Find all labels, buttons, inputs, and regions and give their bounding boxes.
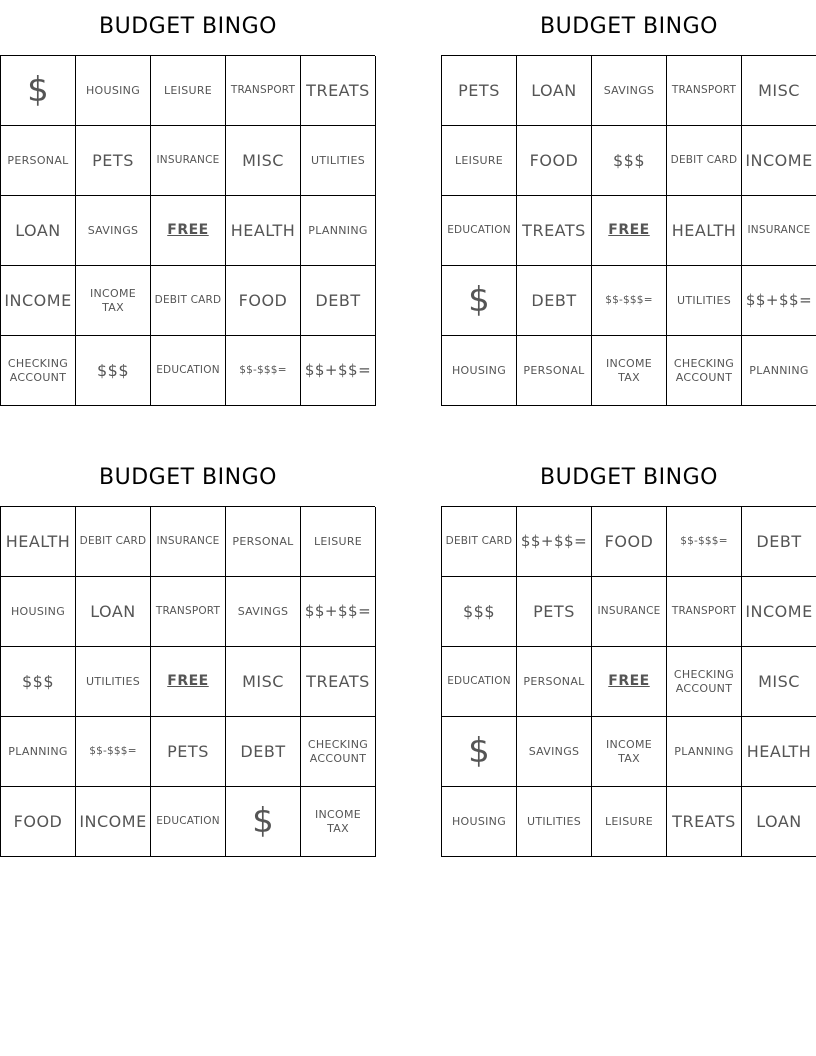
bingo-cell[interactable] [301, 196, 376, 266]
bingo-cell[interactable] [517, 196, 592, 266]
bingo-cell[interactable] [517, 266, 592, 336]
card-title: BUDGET BINGO [99, 465, 277, 490]
bingo-cell-label: FREE [167, 672, 209, 689]
bingo-cell-label: CHECKING ACCOUNT [673, 667, 735, 695]
bingo-cell-label: PLANNING [749, 363, 809, 377]
bingo-cell[interactable] [301, 56, 376, 126]
bingo-cell-label: INSURANCE [747, 223, 811, 236]
bingo-cell-label: $$+$$= [745, 291, 813, 310]
bingo-cell[interactable] [592, 336, 667, 406]
bingo-cell[interactable] [1, 717, 76, 787]
bingo-cell[interactable] [301, 577, 376, 647]
bingo-cell-label: SAVINGS [87, 223, 139, 237]
bingo-cell-label: HEALTH [230, 220, 296, 240]
bingo-cell[interactable] [226, 787, 301, 857]
bingo-cell[interactable] [226, 56, 301, 126]
bingo-cell-label: INCOME TAX [314, 807, 362, 835]
bingo-cell-label: MISC [242, 150, 284, 170]
bingo-cell[interactable] [1, 196, 76, 266]
bingo-cell[interactable] [76, 126, 151, 196]
bingo-cell[interactable] [1, 126, 76, 196]
bingo-cell-label: FOOD [529, 150, 579, 170]
bingo-cell[interactable] [517, 647, 592, 717]
bingo-cell-label: PERSONAL [232, 534, 294, 548]
bingo-cell[interactable] [1, 507, 76, 577]
bingo-cell-label: TRANSPORT [671, 83, 737, 96]
bingo-cell[interactable] [301, 717, 376, 787]
bingo-cell[interactable] [442, 717, 517, 787]
bingo-cell-label: INCOME [745, 150, 813, 170]
bingo-cell-label: TREATS [522, 220, 586, 240]
bingo-cell[interactable] [301, 507, 376, 577]
bingo-cell[interactable] [442, 647, 517, 717]
bingo-cell[interactable] [76, 336, 151, 406]
free-space-cell[interactable] [592, 196, 667, 266]
bingo-cell-label: EDUCATION [447, 223, 511, 236]
bingo-cell[interactable] [1, 647, 76, 717]
bingo-cell-label: $$$ [21, 671, 55, 691]
bingo-cell[interactable] [226, 196, 301, 266]
bingo-cell[interactable] [592, 266, 667, 336]
bingo-cell[interactable] [667, 266, 742, 336]
bingo-cell-label: MISC [242, 671, 284, 691]
bingo-cell-label: PERSONAL [7, 153, 69, 167]
bingo-cell[interactable] [742, 196, 816, 266]
bingo-cell[interactable] [1, 577, 76, 647]
bingo-cell-label: UTILITIES [86, 674, 140, 688]
bingo-cell[interactable] [442, 266, 517, 336]
bingo-cell-label: FREE [167, 221, 209, 238]
bingo-cell-label: EDUCATION [447, 674, 511, 687]
bingo-cell-label: DEBIT CARD [79, 534, 147, 547]
bingo-cell-label: HOUSING [85, 83, 141, 97]
bingo-cell[interactable] [742, 126, 816, 196]
bingo-cell-label: HEALTH [746, 741, 812, 761]
bingo-cell[interactable] [667, 507, 742, 577]
bingo-cell-label: SAVINGS [603, 83, 655, 97]
bingo-cell-label: INCOME [4, 290, 72, 310]
bingo-cell-label: TREATS [306, 671, 370, 691]
bingo-cell-label: HEALTH [5, 531, 71, 551]
bingo-cell-label: LEISURE [454, 153, 504, 167]
bingo-cell-label: $$$ [96, 360, 130, 380]
bingo-cell[interactable] [151, 336, 226, 406]
bingo-cell-label: $$+$$= [304, 361, 372, 380]
bingo-cell-label: LEISURE [313, 534, 363, 548]
bingo-cell-label: LEISURE [604, 814, 654, 828]
bingo-cell-label: EDUCATION [156, 363, 220, 376]
bingo-cell[interactable] [226, 647, 301, 717]
bingo-grid [0, 506, 375, 857]
bingo-cell-label: $$+$$= [304, 602, 372, 621]
bingo-cell-label: UTILITIES [527, 814, 581, 828]
bingo-cell[interactable] [742, 717, 816, 787]
bingo-cell-label: SAVINGS [237, 604, 289, 618]
bingo-cell-label: $ [27, 70, 49, 111]
bingo-cell[interactable] [151, 577, 226, 647]
bingo-cell[interactable] [1, 56, 76, 126]
bingo-cell-label: DEBIT CARD [670, 153, 738, 166]
bingo-cell[interactable] [517, 336, 592, 406]
bingo-cell[interactable] [1, 266, 76, 336]
bingo-cell-label: FOOD [604, 531, 654, 551]
bingo-cell[interactable] [442, 507, 517, 577]
card-title: BUDGET BINGO [540, 14, 718, 39]
bingo-cell[interactable] [592, 56, 667, 126]
bingo-cell[interactable] [742, 266, 816, 336]
bingo-cell[interactable] [151, 126, 226, 196]
bingo-cell[interactable] [76, 577, 151, 647]
bingo-cell-label: MISC [758, 671, 800, 691]
bingo-cell[interactable] [517, 56, 592, 126]
bingo-cell[interactable] [301, 647, 376, 717]
bingo-cell[interactable] [517, 787, 592, 857]
bingo-cell-label: CHECKING ACCOUNT [7, 356, 69, 384]
bingo-grid [0, 55, 375, 406]
bingo-cell[interactable] [1, 787, 76, 857]
bingo-cell[interactable] [742, 336, 816, 406]
bingo-cell-label: UTILITIES [677, 293, 731, 307]
bingo-cell[interactable] [742, 577, 816, 647]
bingo-cell[interactable] [76, 787, 151, 857]
bingo-cell[interactable] [667, 196, 742, 266]
bingo-cell[interactable] [517, 577, 592, 647]
bingo-cell-label: CHECKING ACCOUNT [307, 737, 369, 765]
bingo-cell[interactable] [742, 787, 816, 857]
card-title: BUDGET BINGO [540, 465, 718, 490]
bingo-cell[interactable] [226, 266, 301, 336]
bingo-cell-label: FREE [608, 221, 650, 238]
bingo-grid [441, 55, 816, 406]
bingo-cell-label: $$$ [462, 601, 496, 621]
bingo-cell-label: TRANSPORT [671, 604, 737, 617]
bingo-cell-label: $ [468, 731, 490, 772]
bingo-cell-label: FOOD [13, 811, 63, 831]
bingo-cell[interactable] [742, 56, 816, 126]
bingo-cell-label: INCOME TAX [605, 737, 653, 765]
bingo-cell-label: HOUSING [10, 604, 66, 618]
bingo-cell[interactable] [592, 577, 667, 647]
bingo-cell[interactable] [442, 56, 517, 126]
bingo-cell-label: PERSONAL [523, 363, 585, 377]
bingo-cell[interactable] [667, 577, 742, 647]
bingo-cell-label: DEBT [315, 290, 361, 310]
bingo-cell-label: PETS [458, 80, 500, 100]
bingo-cell[interactable] [151, 717, 226, 787]
bingo-cell-label: FOOD [238, 290, 288, 310]
bingo-cell-label: LOAN [15, 220, 61, 240]
bingo-cell[interactable] [76, 647, 151, 717]
free-space-cell[interactable] [151, 647, 226, 717]
bingo-cell-label: DEBIT CARD [445, 534, 513, 547]
bingo-cell[interactable] [667, 647, 742, 717]
bingo-cell-label: DEBT [756, 531, 802, 551]
bingo-cell[interactable] [301, 266, 376, 336]
bingo-cell-label: $$-$$$= [89, 744, 137, 757]
bingo-cell-label: INSURANCE [597, 604, 661, 617]
bingo-cell[interactable] [301, 787, 376, 857]
bingo-cell-label: PERSONAL [523, 674, 585, 688]
bingo-cell-label: LOAN [90, 601, 136, 621]
bingo-cell-label: $$-$$$= [239, 363, 287, 376]
bingo-cell[interactable] [226, 577, 301, 647]
bingo-cell[interactable] [442, 577, 517, 647]
bingo-cell[interactable] [667, 126, 742, 196]
bingo-grid [441, 506, 816, 857]
bingo-cell-label: TRANSPORT [155, 604, 221, 617]
bingo-cell[interactable] [667, 717, 742, 787]
bingo-cell[interactable] [667, 336, 742, 406]
bingo-cell[interactable] [76, 507, 151, 577]
bingo-cell[interactable] [442, 787, 517, 857]
bingo-cell[interactable] [442, 336, 517, 406]
bingo-cell[interactable] [151, 787, 226, 857]
bingo-cell-label: PETS [167, 741, 209, 761]
bingo-cell[interactable] [592, 787, 667, 857]
bingo-cell-label: $$+$$= [520, 532, 588, 551]
bingo-cell-label: PETS [533, 601, 575, 621]
bingo-cell-label: DEBIT CARD [154, 293, 222, 306]
bingo-cell-label: DEBT [531, 290, 577, 310]
bingo-cell[interactable] [301, 336, 376, 406]
bingo-cell-label: MISC [758, 80, 800, 100]
bingo-cell-label: $ [468, 280, 490, 321]
bingo-cell[interactable] [151, 507, 226, 577]
bingo-cell-label: $ [252, 801, 274, 842]
bingo-cell-label: $$$ [612, 150, 646, 170]
bingo-cell[interactable] [592, 507, 667, 577]
free-space-cell[interactable] [592, 647, 667, 717]
bingo-cell[interactable] [517, 507, 592, 577]
free-space-cell[interactable] [151, 196, 226, 266]
bingo-cell[interactable] [151, 266, 226, 336]
bingo-cell[interactable] [742, 647, 816, 717]
bingo-cell-label: $$-$$$= [605, 293, 653, 306]
bingo-cell-label: HOUSING [451, 814, 507, 828]
bingo-cell-label: INSURANCE [156, 534, 220, 547]
bingo-cell-label: INCOME TAX [605, 356, 653, 384]
bingo-cell[interactable] [76, 266, 151, 336]
bingo-cell-label: HOUSING [451, 363, 507, 377]
bingo-cell-label: LEISURE [163, 83, 213, 97]
bingo-cell[interactable] [226, 336, 301, 406]
bingo-cell-label: PLANNING [674, 744, 734, 758]
bingo-cell[interactable] [742, 507, 816, 577]
bingo-cell-label: HEALTH [671, 220, 737, 240]
bingo-cell[interactable] [442, 196, 517, 266]
bingo-cell-label: PLANNING [308, 223, 368, 237]
bingo-cell[interactable] [226, 507, 301, 577]
bingo-cell-label: EDUCATION [156, 814, 220, 827]
bingo-cell-label: INCOME [745, 601, 813, 621]
bingo-cell-label: TREATS [672, 811, 736, 831]
bingo-cell[interactable] [667, 787, 742, 857]
bingo-cell[interactable] [517, 126, 592, 196]
bingo-cell-label: DEBT [240, 741, 286, 761]
bingo-cell[interactable] [76, 56, 151, 126]
bingo-cell-label: INCOME [79, 811, 147, 831]
bingo-cell[interactable] [592, 717, 667, 787]
bingo-cell[interactable] [226, 126, 301, 196]
bingo-cell[interactable] [151, 56, 226, 126]
bingo-cell-label: PLANNING [8, 744, 68, 758]
bingo-cell[interactable] [76, 196, 151, 266]
bingo-cell[interactable] [76, 717, 151, 787]
bingo-cell-label: TRANSPORT [230, 83, 296, 96]
bingo-cell-label: LOAN [756, 811, 802, 831]
bingo-cell-label: LOAN [531, 80, 577, 100]
bingo-cell[interactable] [301, 126, 376, 196]
bingo-cell-label: CHECKING ACCOUNT [673, 356, 735, 384]
bingo-cell[interactable] [442, 126, 517, 196]
card-title: BUDGET BINGO [99, 14, 277, 39]
bingo-cell[interactable] [667, 56, 742, 126]
bingo-cell-label: FREE [608, 672, 650, 689]
bingo-cell-label: INCOME TAX [89, 286, 137, 314]
bingo-cell[interactable] [226, 717, 301, 787]
bingo-cell-label: $$-$$$= [680, 534, 728, 547]
bingo-cell-label: TREATS [306, 80, 370, 100]
bingo-cell-label: PETS [92, 150, 134, 170]
bingo-cell[interactable] [517, 717, 592, 787]
bingo-cell-label: INSURANCE [156, 153, 220, 166]
bingo-cell-label: UTILITIES [311, 153, 365, 167]
bingo-cell-label: SAVINGS [528, 744, 580, 758]
bingo-cell[interactable] [592, 126, 667, 196]
bingo-cell[interactable] [1, 336, 76, 406]
